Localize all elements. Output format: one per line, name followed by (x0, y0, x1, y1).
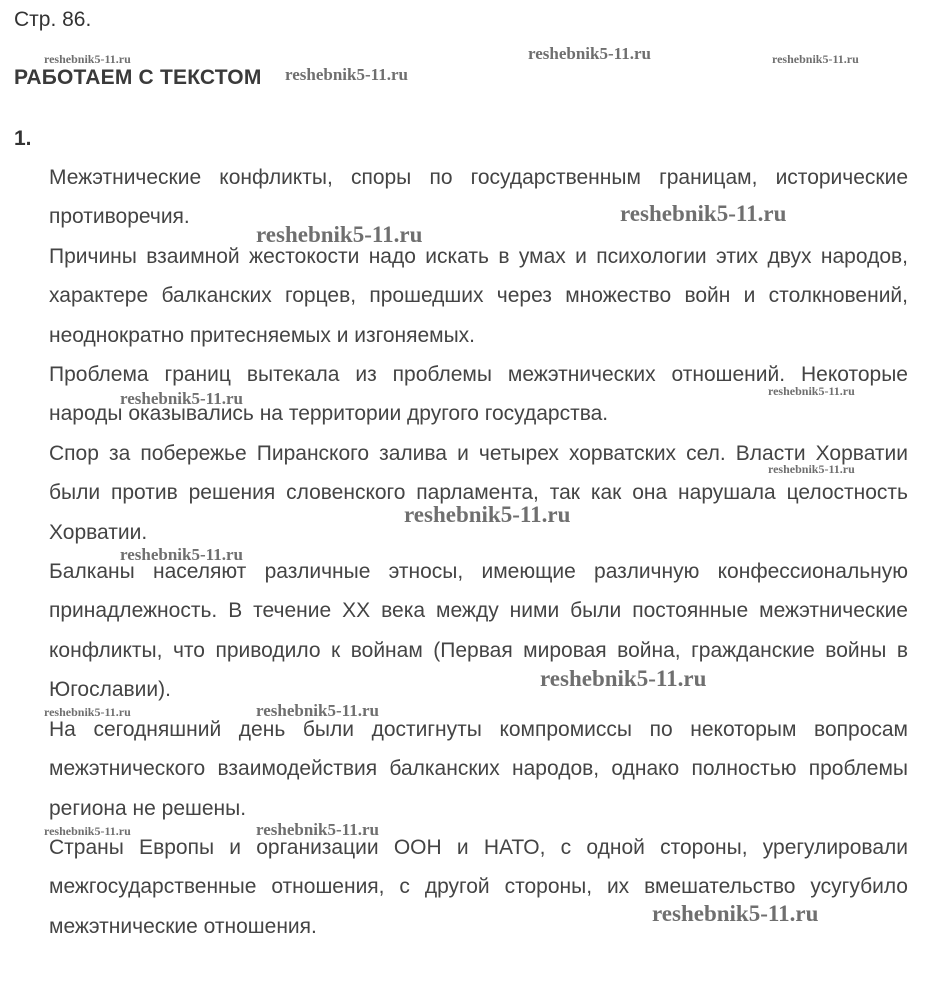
watermark: reshebnik5-11.ru (256, 222, 423, 247)
watermark: reshebnik5-11.ru (404, 502, 571, 527)
answer-paragraph: Балканы населяют различные этносы, имеющие различную конфессиональную принадлежность. В течение XX века между ними были постоянные межэтнические конфликты, что приводило к войнам (Первая мировая война, гражданские войны в Югославии). (49, 560, 908, 702)
page-number: Стр. 86. (14, 8, 92, 31)
watermark: reshebnik5-11.ru (120, 545, 243, 564)
watermark: reshebnik5-11.ru (652, 901, 819, 926)
answer-paragraph: Проблема границ вытекала из проблемы межэтнических отношений. Некоторые народы оказывались на территории другого государства. (49, 363, 908, 426)
watermark: reshebnik5-11.ru (620, 201, 787, 226)
watermark: reshebnik5-11.ru (285, 65, 408, 84)
answer-text (49, 158, 908, 946)
watermark: reshebnik5-11.ru (768, 384, 855, 398)
watermark: reshebnik5-11.ru (768, 462, 855, 476)
watermark: reshebnik5-11.ru (256, 701, 379, 720)
section-title: РАБОТАЕМ С ТЕКСТОМ (14, 66, 262, 89)
answer-paragraph: Страны Европы и организации ООН и НАТО, с одной стороны, урегулировали межгосударственные отношения, с другой стороны, их вмешательство усугубило межэтнические отношения. (49, 835, 908, 938)
answer-paragraph: Спор за побережье Пиранского залива и четырех хорватских сел. Власти Хорватии были против решения словенского парламента, так как она нарушала целостность Хорватии. (49, 441, 908, 544)
watermark: reshebnik5-11.ru (528, 44, 651, 63)
watermark: reshebnik5-11.ru (44, 52, 131, 66)
watermark: reshebnik5-11.ru (540, 666, 707, 691)
watermark: reshebnik5-11.ru (44, 705, 131, 719)
answer-paragraph: Причины взаимной жестокости надо искать в умах и психологии этих двух народов, характере балканских горцев, прошедших через множество войн и столкновений, неоднократно притесняемых и изгоняемых. (49, 244, 908, 347)
answer-paragraph: Межэтнические конфликты, споры по государственным границам, исторические противоречия. (49, 166, 908, 229)
watermark: reshebnik5-11.ru (772, 52, 859, 66)
item-number: 1. (14, 127, 32, 150)
watermark: reshebnik5-11.ru (256, 820, 379, 839)
watermark: reshebnik5-11.ru (120, 389, 243, 408)
watermark: reshebnik5-11.ru (44, 824, 131, 838)
answer-paragraph: На сегодняшний день были достигнуты компромиссы по некоторым вопросам межэтнического взаимодействия балканских народов, однако полностью проблемы региона не решены. (49, 717, 908, 820)
